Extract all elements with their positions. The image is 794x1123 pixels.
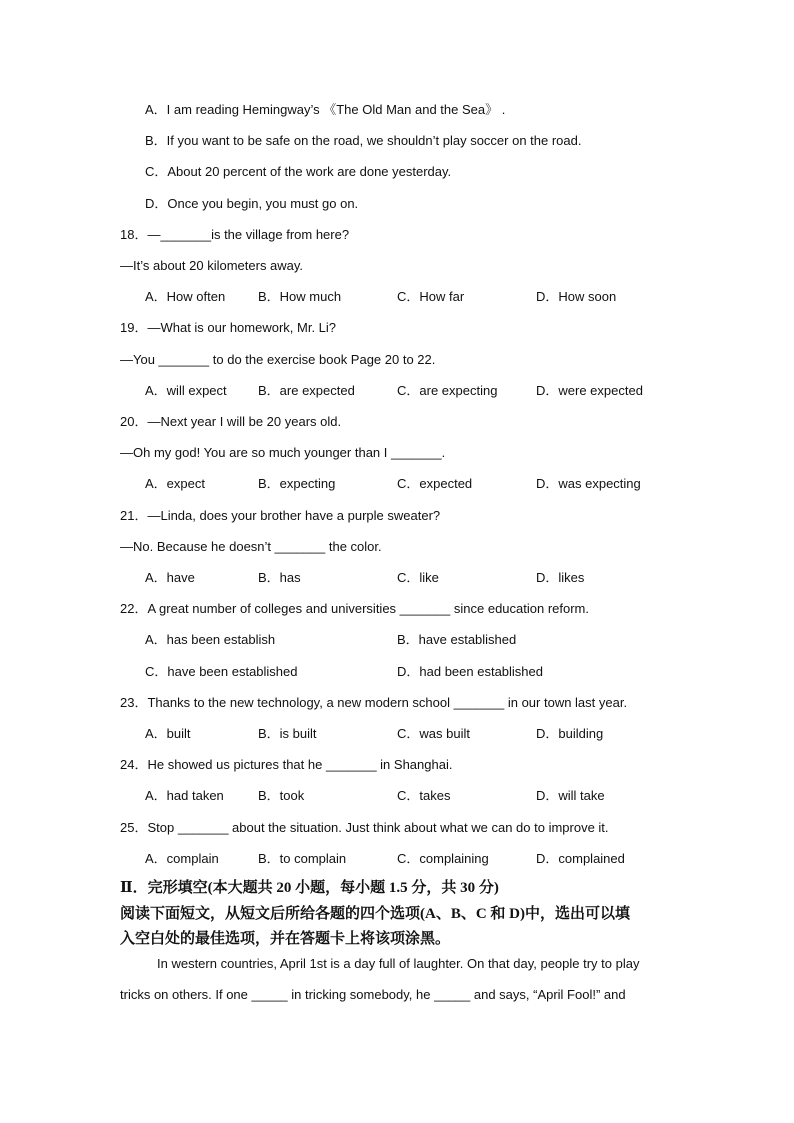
q18-option-b: B．How much [258,289,342,304]
q18-option-a: A．How often [145,289,226,304]
q19-option-b: B．are expected [258,383,355,398]
q19-option-a: A．will expect [145,383,227,398]
q23-option-d: D．building [536,726,604,741]
q22-option-d: D．had been established [397,664,543,679]
q20-option-d: D．was expecting [536,476,641,491]
q21-option-a: A．have [145,570,195,585]
q18-option-d: D．How soon [536,289,617,304]
section-instruction-line-1: 阅读下面短文，从短文后所给各题的四个选项(A、B、C 和 D)中，选出可以填 [120,906,630,922]
q21-option-d: D．likes [536,570,585,585]
q25-option-d: D．complained [536,851,625,866]
q21-stem: 21．—Linda, does your brother have a purple sweater? [120,508,441,523]
q24-stem: 24．He showed us pictures that he _______ in Shanghai. [120,757,453,772]
q21-reply: —No. Because he doesn’t _______ the color. [120,539,382,554]
q19-option-d: D．were expected [536,383,643,398]
q17-option-a: A．I am reading Hemingway’s 《The Old Man and the Sea》 . [145,102,506,117]
q25-option-c: C．complaining [397,851,489,866]
passage-line-2: tricks on others. If one _____ in tricking somebody, he _____ and says, “April Fool!” and [120,987,626,1002]
q19-reply: —You _______ to do the exercise book Page 20 to 22. [120,352,436,367]
q23-option-a: A．built [145,726,191,741]
q21-option-b: B．has [258,570,301,585]
q23-option-b: B．is built [258,726,317,741]
q22-option-b: B．have established [397,632,517,647]
q23-option-c: C．was built [397,726,470,741]
q25-option-b: B．to complain [258,851,347,866]
q21-option-c: C．like [397,570,439,585]
q22-option-a: A．has been establish [145,632,276,647]
section-title: Ⅱ．完形填空(本大题共 20 小题，每小题 1.5 分，共 30 分) [120,880,499,896]
q20-stem: 20．—Next year I will be 20 years old. [120,414,342,429]
q22-stem: 22．A great number of colleges and universities _______ since education reform. [120,601,590,616]
q24-option-b: B．took [258,788,305,803]
passage-line-1: In western countries, April 1st is a day full of laughter. On that day, people try to play [157,956,640,971]
q20-option-b: B．expecting [258,476,336,491]
q18-option-c: C．How far [397,289,465,304]
q22-option-c: C．have been established [145,664,298,679]
q20-option-a: A．expect [145,476,205,491]
q24-option-c: C．takes [397,788,451,803]
q18-reply: —It’s about 20 kilometers away. [120,258,304,273]
q25-option-a: A．complain [145,851,219,866]
q17-option-d: D．Once you begin, you must go on. [145,196,359,211]
q17-option-b: B．If you want to be safe on the road, we shouldn’t play soccer on the road. [145,133,582,148]
section-instruction-line-2: 入空白处的最佳选项，并在答题卡上将该项涂黑。 [120,931,451,947]
q19-option-c: C．are expecting [397,383,498,398]
q23-stem: 23．Thanks to the new technology, a new modern school _______ in our town last year. [120,695,628,710]
q18-stem: 18．—_______is the village from here? [120,227,350,242]
q17-option-c: C．About 20 percent of the work are done yesterday. [145,164,452,179]
q20-reply: —Oh my god! You are so much younger than I _______. [120,445,446,460]
q25-stem: 25．Stop _______ about the situation. Just think about what we can do to improve it. [120,820,609,835]
q24-option-a: A．had taken [145,788,224,803]
q19-stem: 19．—What is our homework, Mr. Li? [120,320,337,335]
q24-option-d: D．will take [536,788,605,803]
q20-option-c: C．expected [397,476,473,491]
